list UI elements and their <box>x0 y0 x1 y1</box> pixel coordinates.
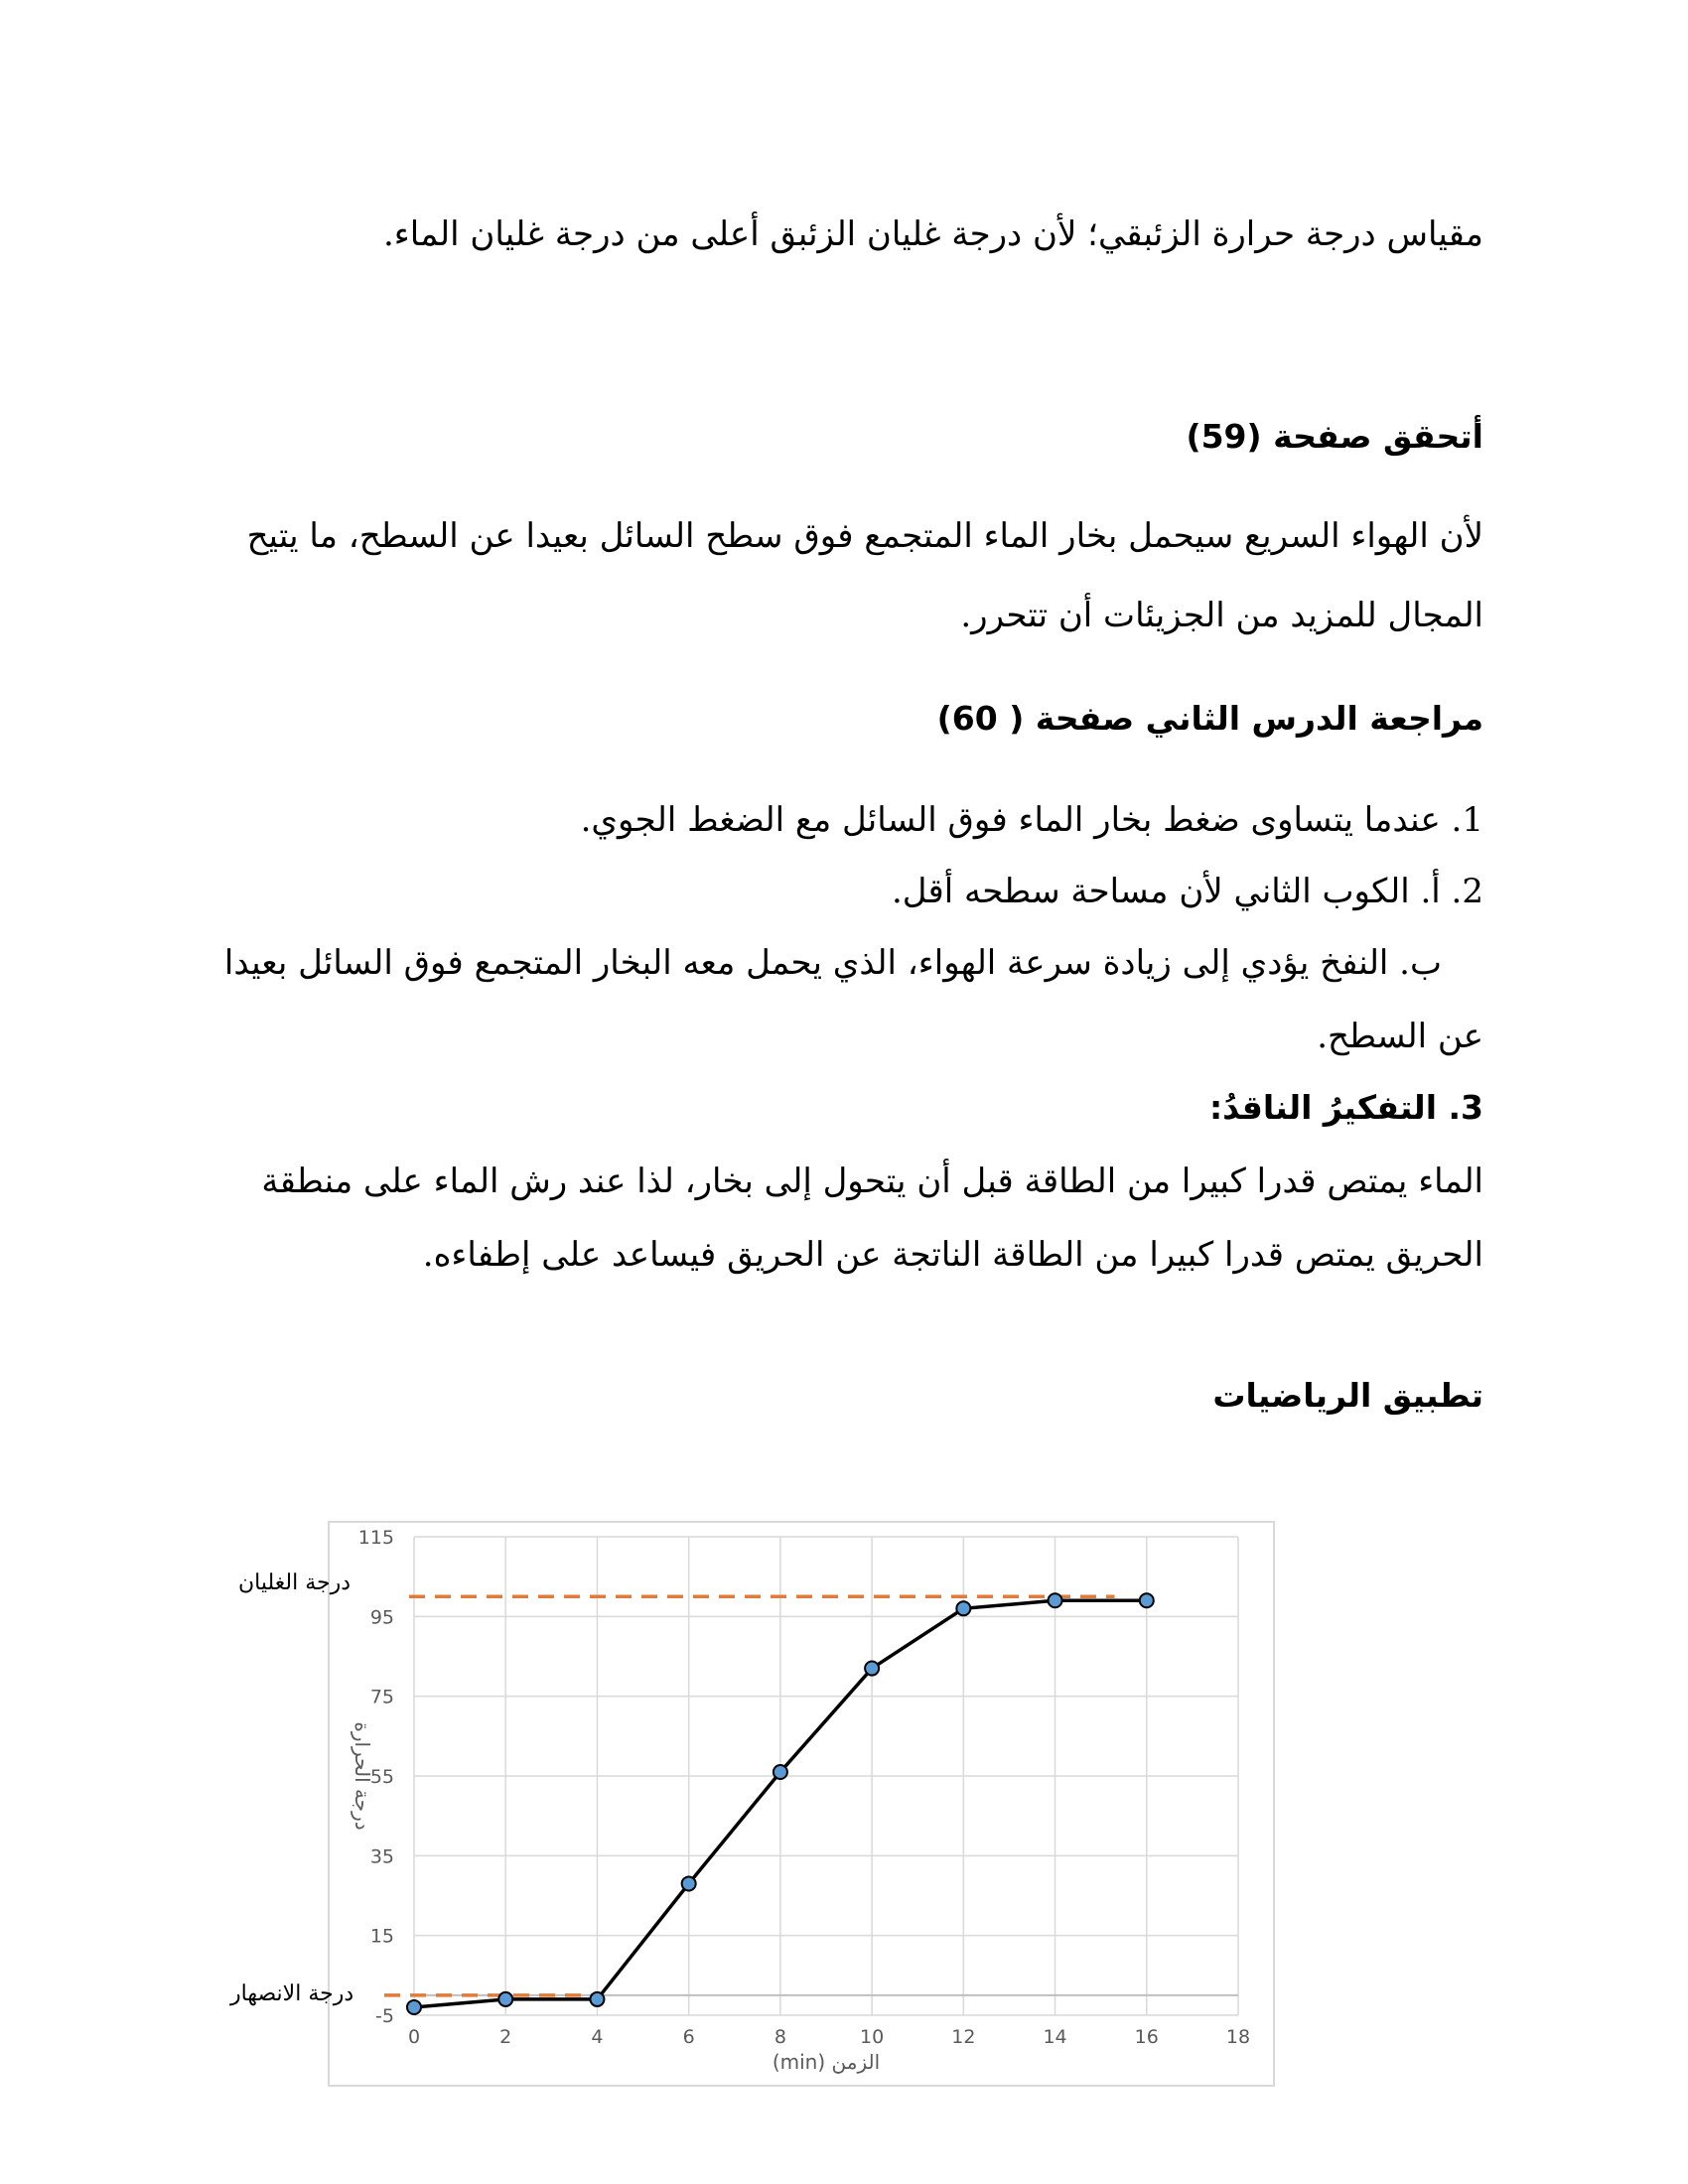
y-tick-label: 115 <box>357 1527 394 1549</box>
chart-container <box>328 1521 1275 2087</box>
x-tick-label: 2 <box>499 2026 512 2048</box>
x-tick-label: 16 <box>1134 2026 1159 2048</box>
x-tick-label: 6 <box>682 2026 695 2048</box>
x-tick-label: 10 <box>860 2026 885 2048</box>
answer-2b: ب. النفخ يؤدي إلى زيادة سرعة الهواء، الذي يحمل معه البخار المتجمع فوق السائل بعيدا <box>223 943 1442 983</box>
answer-2a: 2. أ. الكوب الثاني لأن مساحة سطحه أقل. <box>891 872 1483 911</box>
answer-3-line-1: الماء يمتص قدرا كبيرا من الطاقة قبل أن يتحول إلى بخار، لذا عند رش الماء على منطقة <box>261 1161 1483 1201</box>
x-axis-title: الزمن (min) <box>772 2050 881 2074</box>
heading-math-application: تطبيق الرياضيات <box>1212 1376 1483 1415</box>
data-point <box>682 1876 696 1890</box>
melting-point-label: درجة الانصهار <box>230 1981 354 2006</box>
text-line-2: لأن الهواء السريع سيحمل بخار الماء المتجمع فوق سطح السائل بعيدا عن السطح، ما يتيح <box>246 516 1483 556</box>
answer-3-title: 3. التفكيرُ الناقدُ: <box>1208 1088 1483 1127</box>
x-tick-label: 14 <box>1043 2026 1067 2048</box>
x-tick-label: 0 <box>407 2026 421 2048</box>
x-tick-label: 18 <box>1225 2026 1251 2048</box>
y-axis-title: درجة الحرارة <box>351 1721 374 1831</box>
text-line-3: المجال للمزيد من الجزيئات أن تتحرر. <box>960 596 1483 635</box>
data-point <box>865 1662 879 1676</box>
heading-lesson-review: مراجعة الدرس الثاني صفحة ( 60) <box>936 699 1483 738</box>
x-tick-label: 12 <box>951 2026 976 2048</box>
data-point <box>774 1765 787 1779</box>
y-tick-label: -5 <box>375 2005 394 2027</box>
answer-3-line-2: الحريق يمتص قدرا كبيرا من الطاقة الناتجة عن الحريق فيساعد على إطفاءه. <box>422 1235 1483 1275</box>
data-point <box>1049 1593 1062 1607</box>
data-point <box>498 1992 512 2006</box>
y-tick-label: 95 <box>369 1606 394 1629</box>
y-tick-label: 55 <box>369 1766 394 1788</box>
heading-check-page-59: أتحقق صفحة (59) <box>1186 417 1483 456</box>
data-point <box>590 1992 604 2006</box>
data-point <box>407 2000 421 2014</box>
data-point <box>1140 1593 1154 1607</box>
data-point <box>956 1601 970 1615</box>
temperature-time-chart <box>330 1523 1273 2085</box>
answer-2b-continued: عن السطح. <box>1317 1017 1483 1056</box>
text-line-1: مقياس درجة حرارة الزئبقي؛ لأن درجة غليان الزئبق أعلى من درجة غليان الماء. <box>382 214 1483 254</box>
y-tick-label: 15 <box>369 1925 394 1948</box>
answer-1: 1. عندما يتساوى ضغط بخار الماء فوق السائل مع الضغط الجوي. <box>580 800 1483 840</box>
y-tick-label: 35 <box>369 1845 394 1868</box>
boiling-point-label: درجة الغليان <box>238 1570 352 1595</box>
y-tick-label: 75 <box>369 1686 394 1708</box>
x-tick-label: 8 <box>774 2026 786 2048</box>
x-tick-label: 4 <box>591 2026 604 2048</box>
